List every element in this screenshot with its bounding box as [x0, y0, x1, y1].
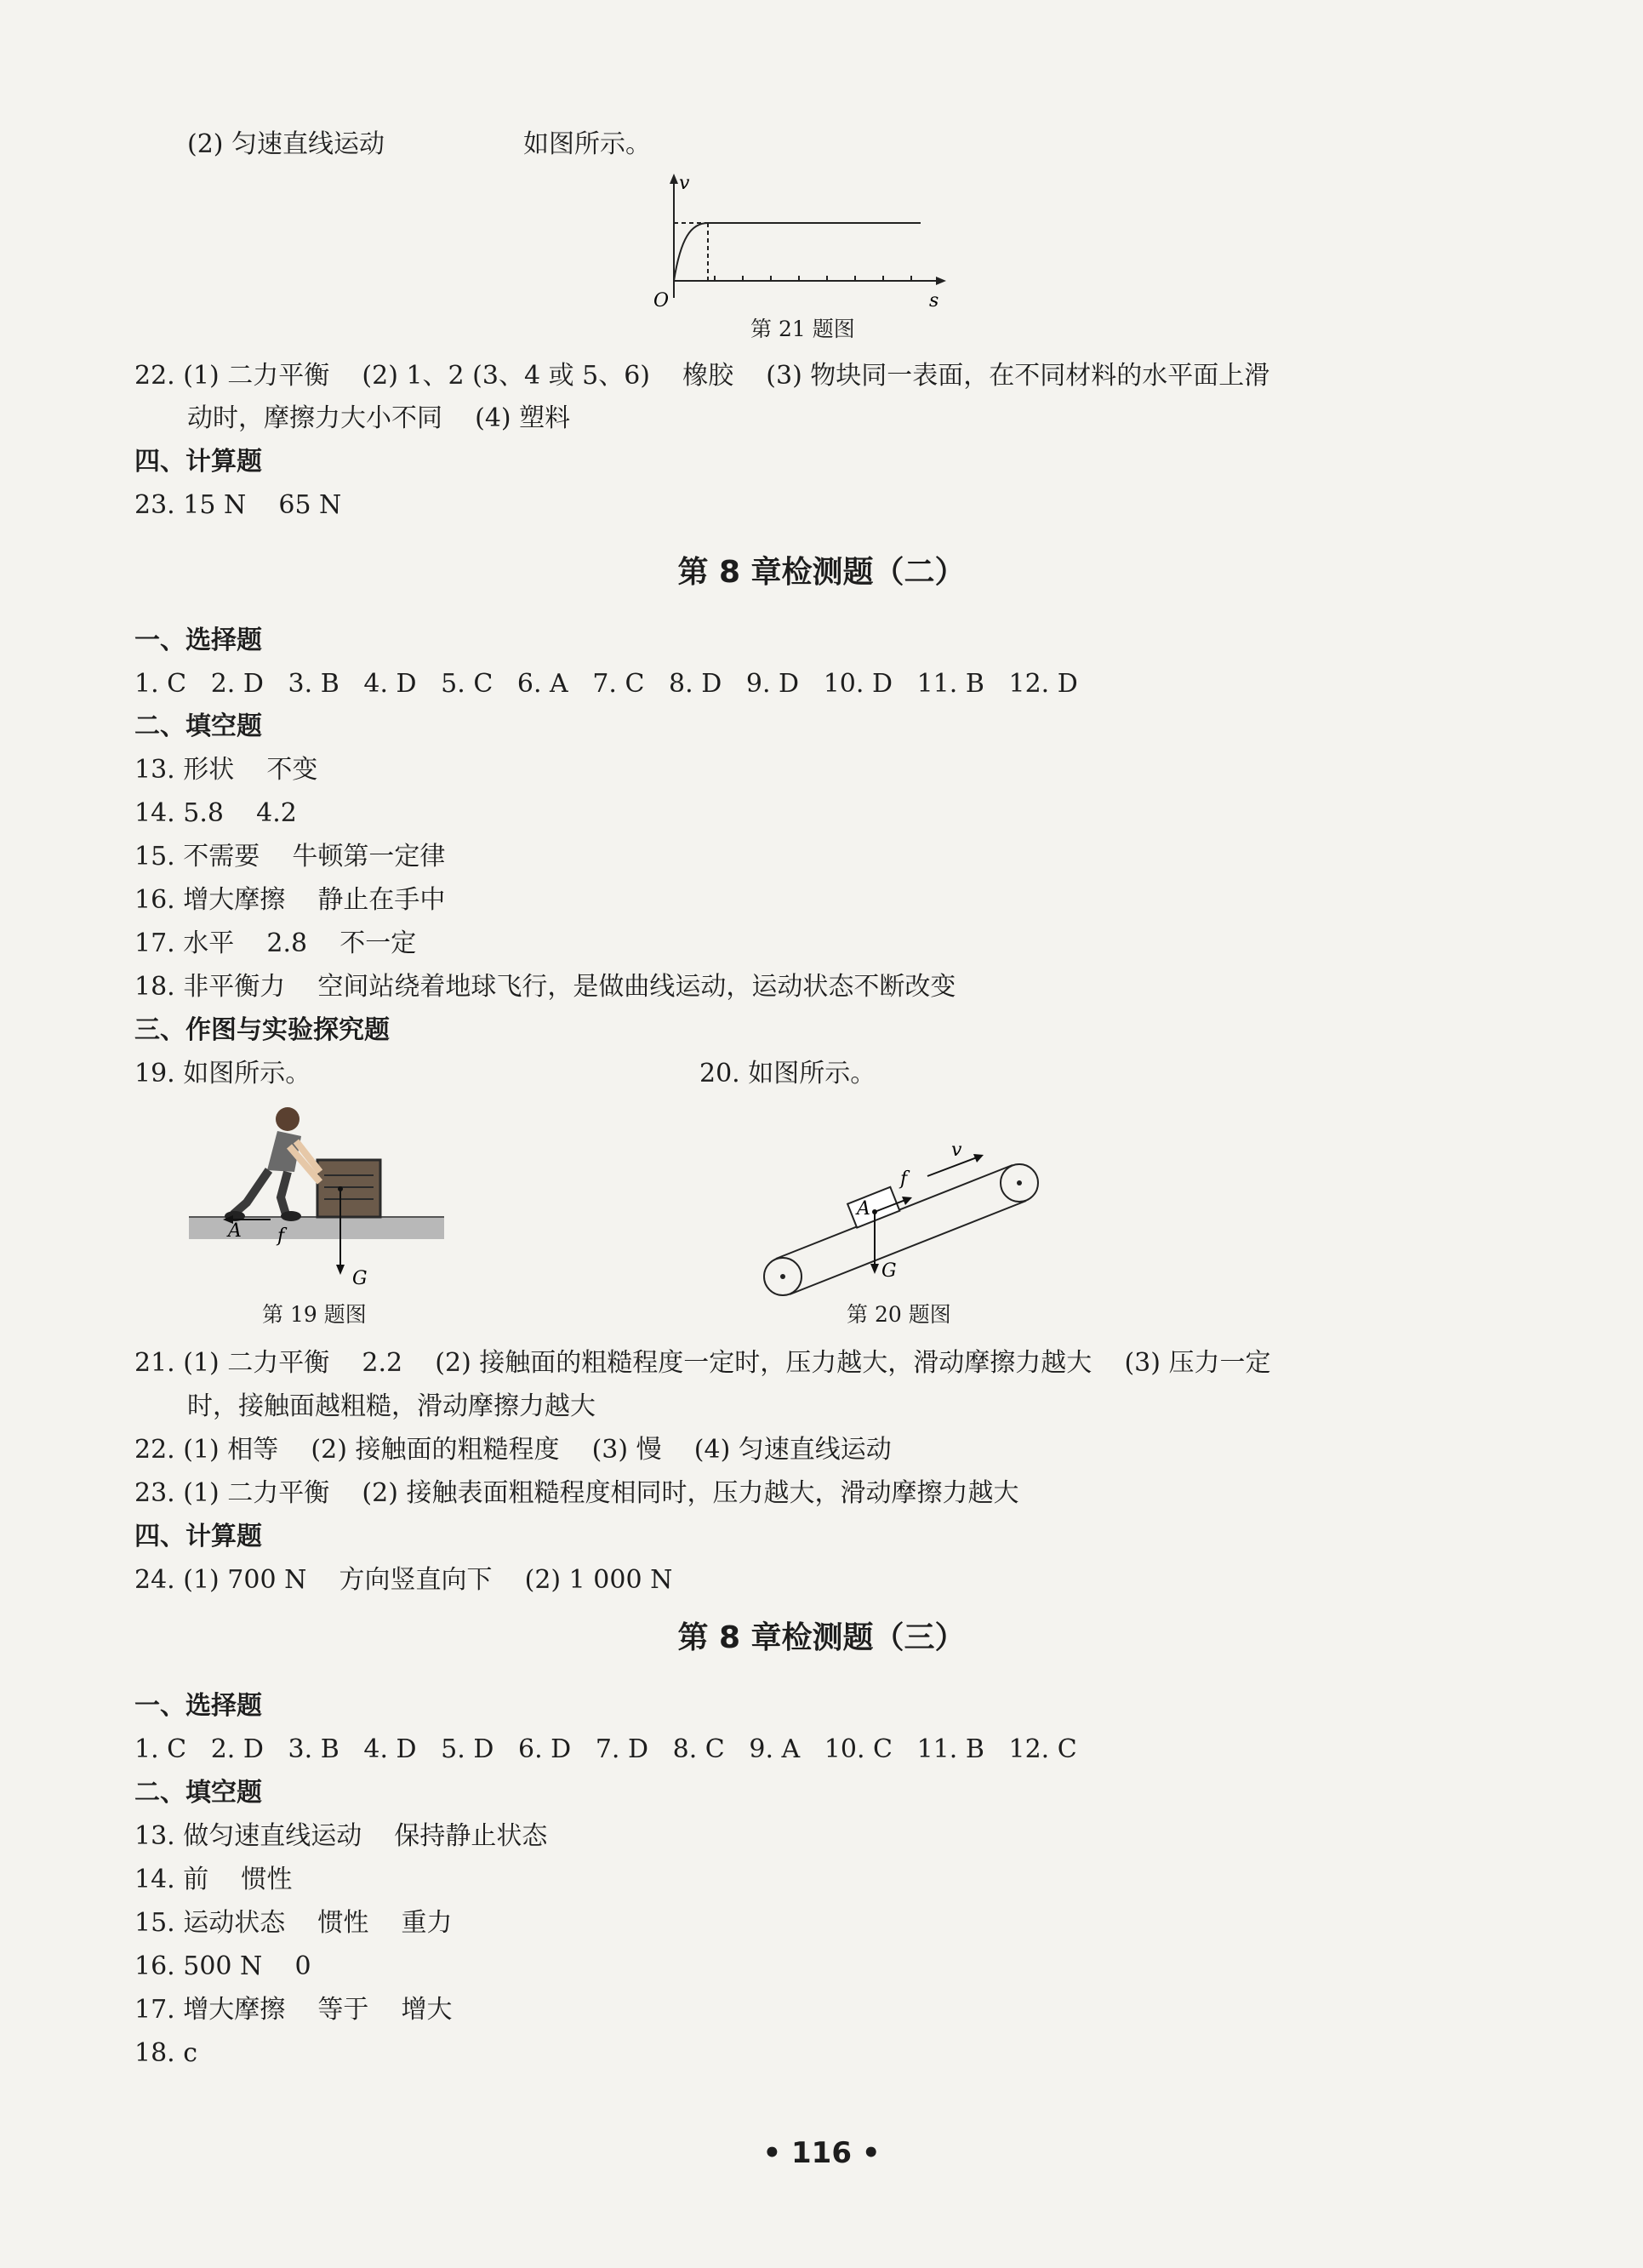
block-a [847, 1187, 899, 1228]
figure-19-push-box [185, 1102, 449, 1298]
test2-fill-16: 16. 增大摩擦 静止在手中 [134, 885, 446, 915]
test3-fill-17: 17. 增大摩擦 等于 增大 [134, 1995, 453, 2025]
test2-q20: 20. 如图所示。 [699, 1059, 876, 1088]
figure-20-conveyor [749, 1123, 1055, 1302]
test3-choice-answers: 1. C 2. D 3. B 4. D 5. D 6. D 7. D 8. C 9. A 10. C 11. B 12. C [134, 1734, 1077, 1764]
test3-fill-16: 16. 500 N 0 [134, 1951, 311, 1981]
test3-fill-13: 13. 做匀速直线运动 保持静止状态 [134, 1821, 548, 1851]
test2-q24: 24. (1) 700 N 方向竖直向下 (2) 1 000 N [134, 1565, 673, 1595]
test2-fill-15: 15. 不需要 牛顿第一定律 [134, 842, 446, 871]
fig20-label-v: v [951, 1140, 962, 1161]
answer-q22-line2: 动时，摩擦力大小不同 (4) 塑料 [187, 403, 571, 433]
child-figure [225, 1107, 320, 1221]
graph-s-arrow [936, 277, 946, 285]
test2-section-choice: 一、选择题 [134, 626, 262, 655]
fig20-label-a: A [857, 1198, 870, 1220]
test3-fill-15: 15. 运动状态 惯性 重力 [134, 1908, 453, 1938]
figure-21-graph [647, 170, 953, 315]
answer-q21-fig-note: 如图所示。 [523, 129, 651, 159]
fig19-label-a: A [228, 1220, 242, 1242]
test2-section-calc: 四、计算题 [134, 1522, 262, 1551]
box [317, 1160, 380, 1217]
test3-section-fill: 二、填空题 [134, 1778, 262, 1808]
graph-label-v: v [679, 173, 690, 194]
test2-q19: 19. 如图所示。 [134, 1059, 311, 1088]
test2-choice-answers: 1. C 2. D 3. B 4. D 5. C 6. A 7. C 8. D 9. D 10. D 11. B 12. D [134, 669, 1078, 699]
test2-q21-line1: 21. (1) 二力平衡 2.2 (2) 接触面的粗糙程度一定时，压力越大，滑动摩擦力越大 (3) 压力一定 [134, 1348, 1271, 1378]
answer-q23: 23. 15 N 65 N [134, 490, 342, 520]
figure-20-caption: 第 20 题图 [847, 1302, 951, 1327]
answer-q22-line1: 22. (1) 二力平衡 (2) 1、2 (3、4 或 5、6) 橡胶 (3) 物块同一表面，在不同材料的水平面上滑 [134, 361, 1270, 391]
test2-fill-18: 18. 非平衡力 空间站绕着地球飞行，是做曲线运动，运动状态不断改变 [134, 972, 956, 1002]
fig20-label-g: G [881, 1260, 897, 1282]
test3-fill-18: 18. c [134, 2038, 198, 2068]
test3-fill-14: 14. 前 惯性 [134, 1865, 293, 1894]
test2-q22: 22. (1) 相等 (2) 接触面的粗糙程度 (3) 慢 (4) 匀速直线运动 [134, 1435, 892, 1465]
figure-21-caption: 第 21 题图 [750, 317, 855, 341]
test2-q21-line2: 时，接触面越粗糙，滑动摩擦力越大 [187, 1391, 596, 1421]
test2-fill-14: 14. 5.8 4.2 [134, 798, 297, 828]
fig19-label-f: f [277, 1225, 285, 1247]
graph-velocity-curve [674, 223, 921, 281]
page-number: • 116 • [762, 2136, 881, 2170]
belt-bottom [790, 1201, 1026, 1294]
test2-fill-17: 17. 水平 2.8 不一定 [134, 928, 417, 958]
graph-label-o: O [653, 290, 670, 311]
fig20-label-f: f [900, 1168, 908, 1190]
test3-section-choice: 一、选择题 [134, 1691, 262, 1721]
test2-fill-13: 13. 形状 不变 [134, 755, 318, 785]
figure-19-caption: 第 19 题图 [262, 1302, 367, 1327]
test2-section-fill: 二、填空题 [134, 711, 262, 741]
answer-q21-2: (2) 匀速直线运动 [187, 129, 385, 159]
test2-section-experiment: 三、作图与实验探究题 [134, 1015, 390, 1045]
graph-v-arrow [670, 174, 678, 184]
test2-q23: 23. (1) 二力平衡 (2) 接触表面粗糙程度相同时，压力越大，滑动摩擦力越大 [134, 1478, 1019, 1508]
fig19-label-g: G [352, 1268, 368, 1289]
section-heading-calc: 四、计算题 [134, 447, 262, 477]
test2-title: 第 8 章检测题（二） [677, 555, 966, 590]
graph-label-s: s [929, 290, 939, 311]
test3-title: 第 8 章检测题（三） [677, 1620, 966, 1655]
